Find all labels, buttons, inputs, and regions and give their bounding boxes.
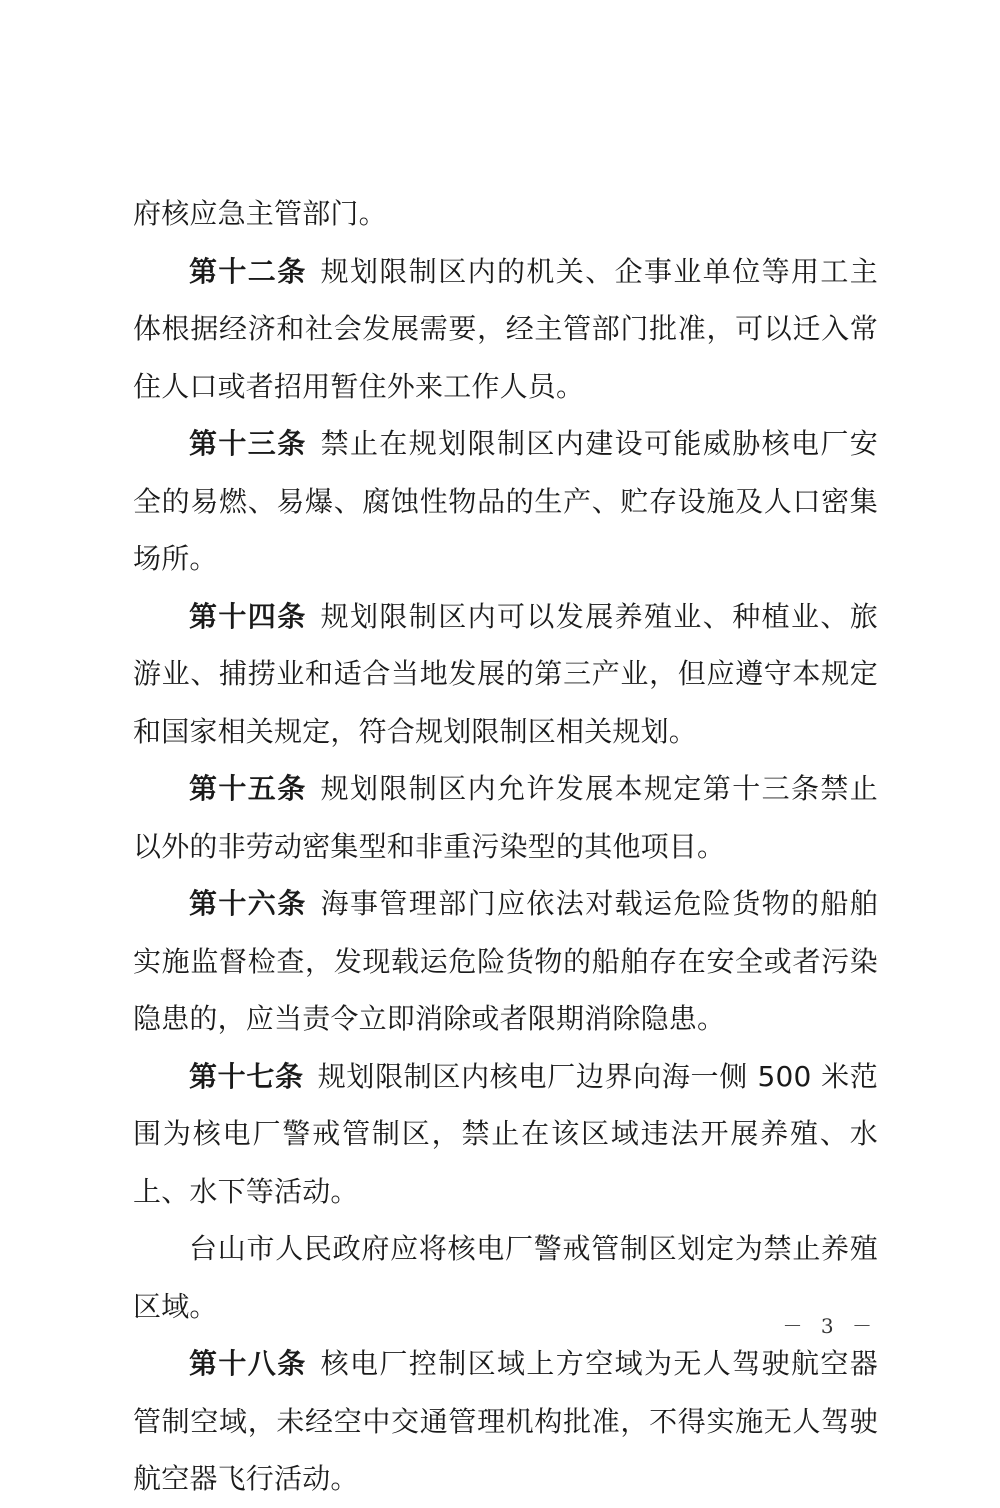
article-text: 核电厂控制区域上方空域为无人驾驶航空器管制空域，未经空中交通管理机构批准，不得实施无人驾驶航空器飞行活动。 <box>133 1347 878 1495</box>
article-12 <box>133 243 878 416</box>
page-number: － 3 － <box>782 1314 878 1338</box>
article-text: 海事管理部门应依法对载运危险货物的船舶实施监督检查，发现载运危险货物的船舶存在安全或者污染隐患的，应当责令立即消除或者限期消除隐患。 <box>133 887 878 1035</box>
article-text: 规划限制区内核电厂边界向海一侧 500 米范围为核电厂警戒管制区，禁止在该区域违法开展养殖、水上、水下等活动。 <box>133 1059 878 1208</box>
continuation-paragraph: 府核应急主管部门。 <box>133 197 387 230</box>
article-number: 第十三条 <box>189 427 307 460</box>
article-18 <box>133 1335 878 1508</box>
article-number: 第十二条 <box>189 254 307 288</box>
article-17-extra: 台山市人民政府应将核电厂警戒管制区划定为禁止养殖区域。 <box>133 1232 878 1323</box>
document-body <box>133 185 878 1508</box>
article-16 <box>133 875 878 1048</box>
article-text: 禁止在规划限制区内建设可能威胁核电厂安全的易燃、易爆、腐蚀性物品的生产、贮存设施及人口密集场所。 <box>133 427 878 575</box>
article-number: 第十五条 <box>189 772 307 805</box>
article-text: 规划限制区内的机关、企事业单位等用工主体根据经济和社会发展需要，经主管部门批准，可以迁入常住人口或者招用暂住外来工作人员。 <box>133 254 878 403</box>
article-15 <box>133 760 878 875</box>
article-17 <box>133 1048 878 1221</box>
article-14 <box>133 588 878 761</box>
article-number: 第十六条 <box>189 887 307 920</box>
article-number: 第十四条 <box>189 599 307 633</box>
article-text: 规划限制区内可以发展养殖业、种植业、旅游业、捕捞业和适合当地发展的第三产业，但应遵守本规定和国家相关规定，符合规划限制区相关规划。 <box>133 599 878 748</box>
article-text: 规划限制区内允许发展本规定第十三条禁止以外的非劳动密集型和非重污染型的其他项目。 <box>133 772 878 863</box>
article-number: 第十七条 <box>189 1059 304 1093</box>
article-13 <box>133 415 878 588</box>
article-number: 第十八条 <box>189 1347 307 1380</box>
